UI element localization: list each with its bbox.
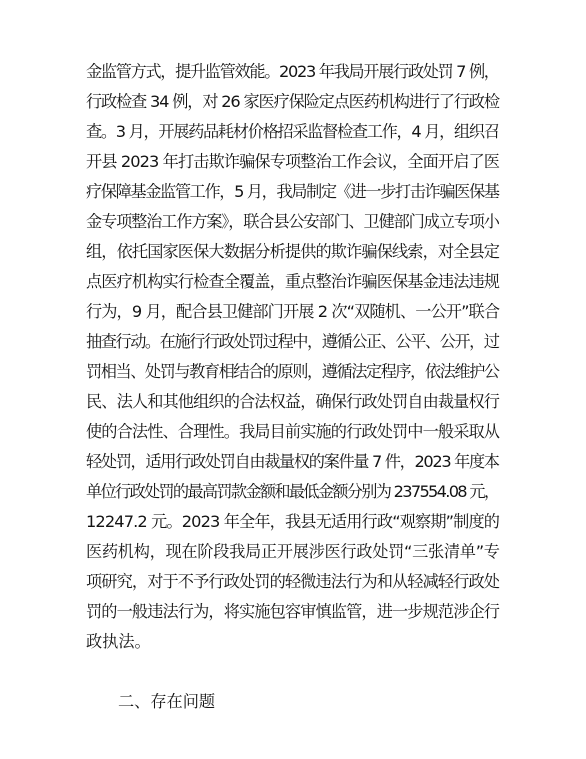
paragraph-line: 罚相当、处罚与教育相结合的原则，遵循法定程序，依法维护公 — [86, 362, 499, 381]
paragraph-line: 疗保障基金监管工作，5 月，我局制定《进一步打击诈骗医保基 — [86, 182, 499, 201]
paragraph-line: 行政检查 34 例，对 26 家医疗保险定点医药机构进行了行政检 — [86, 92, 499, 111]
paragraph-line: 12247.2 元。2023 年全年，我县无适用行政“观察期”制度的 — [86, 512, 500, 531]
paragraph-line: 金监管方式，提升监管效能。2023 年我局开展行政处罚 7 例， — [86, 62, 499, 81]
paragraph-line: 金专项整治工作方案》，联合县公安部门、卫健部门成立专项小 — [86, 212, 499, 231]
paragraph-line: 开县 2023 年打击欺诈骗保专项整治工作会议，全面开启了医 — [86, 152, 500, 171]
paragraph-line: 点医疗机构实行检查全覆盖，重点整治诈骗医保基金违法违规 — [86, 272, 500, 291]
paragraph-line: 政执法。 — [86, 632, 151, 651]
paragraph-line: 行为，9 月，配合县卫健部门开展 2 次“双随机、一公开”联合 — [86, 302, 500, 321]
paragraph-line: 查。3 月，开展药品耗材价格招采监督检查工作，4 月，组织召 — [86, 122, 499, 141]
paragraph-line: 罚的一般违法行为，将实施包容审慎监管，进一步规范涉企行 — [86, 602, 500, 621]
paragraph-line: 民、法人和其他组织的合法权益，确保行政处罚自由裁量权行 — [86, 392, 500, 411]
paragraph-line: 抽查行动。在施行行政处罚过程中，遵循公正、公平、公开，过 — [86, 332, 499, 351]
paragraph-line: 使的合法性、合理性。我局目前实施的行政处罚中一般采取从 — [86, 422, 500, 441]
paragraph-line: 单位行政处罚的最高罚款金额和最低金额分别为 237554.08 元， — [86, 482, 499, 501]
paragraph-line: 项研究，对于不予行政处罚的轻微违法行为和从轻减轻行政处 — [86, 572, 500, 591]
paragraph-line: 轻处罚，适用行政处罚自由裁量权的案件量 7 件，2023 年度本 — [86, 452, 499, 471]
paragraph-line: 组，依托国家医保大数据分析提供的欺诈骗保线索，对全县定 — [86, 242, 500, 261]
section-heading: 二、存在问题 — [118, 692, 216, 711]
paragraph-line: 医药机构，现在阶段我局正开展涉医行政处罚“三张清单”专 — [86, 542, 500, 561]
